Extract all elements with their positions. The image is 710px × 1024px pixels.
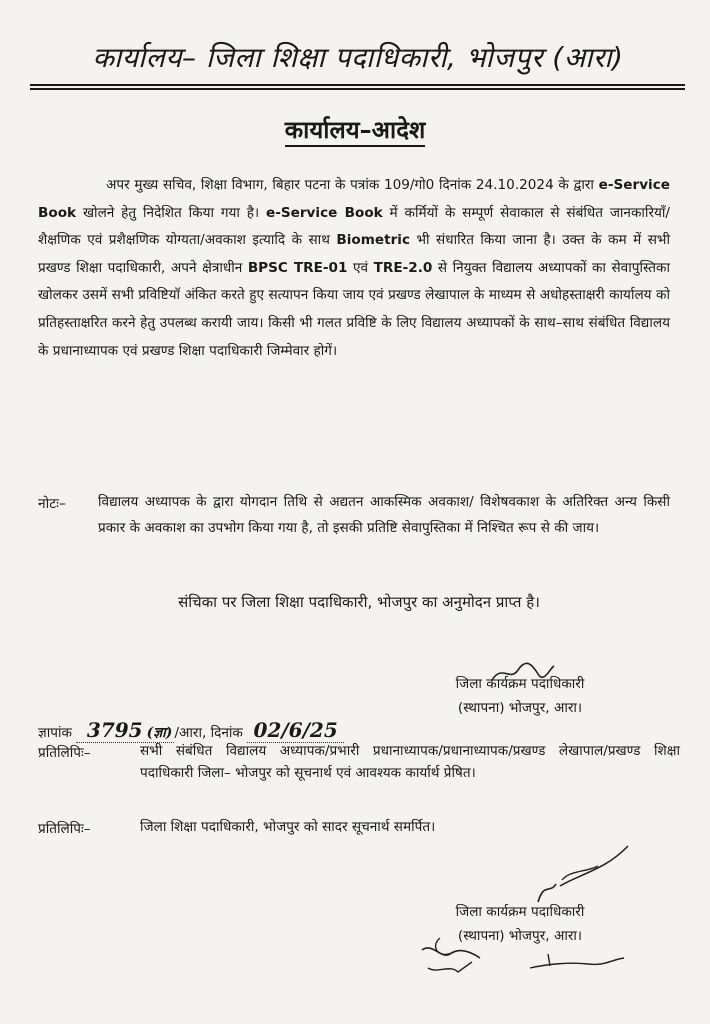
- body-text-3: में कर्मियों के सम्पूर्ण सेवाकाल से संबंधित जानकारियाँ/शैक्षणिक एवं प्रशैक्षणिक योग्यता/अवकाश इत्यादि के साथ: [38, 204, 670, 249]
- body-text-5: एवं: [347, 259, 374, 276]
- office-header-title: कार्यालय– जिला शिक्षा पदाधिकारी, भोजपुर (आरा): [92, 41, 624, 74]
- order-title-text: कार्यालय–आदेश: [285, 116, 426, 147]
- copy-2-label: प्रतिलिपिः–: [38, 821, 91, 837]
- body-text-6: से नियुक्त विद्यालय अध्यापकों का सेवापुस्तिका खोलकर उसमें सभी प्रविष्टियॉ अंकित करते हुए सत्यापन किया जाय एवं प्रखण्ड लेखापाल के माध्यम से अधोहस्ताक्षरी कार्यालय को प्रतिहस्ताक्षरित करने हेतु उपलब्ध करायी जाय। किसी भी गलत प्रविष्टि के लिए विद्यालय अध्यापकों के साथ–साथ संबंधित विद्यालय के प्रधानाध्यापक एवं प्रखण्ड शिक्षा पदाधिकारी जिम्मेवार होगें।: [38, 259, 670, 359]
- memo-middle-text: /आरा, दिनांक: [174, 725, 243, 741]
- signature-1-designation: जिला कार्यक्रम पदाधिकारी: [455, 676, 585, 692]
- body-bold-eservice-2: e-Service Book: [265, 204, 383, 221]
- body-bold-eservice-1: e-Service Book: [38, 177, 670, 221]
- body-bold-tre01: BPSC TRE-01: [247, 259, 348, 276]
- signature-1-scribble: [488, 660, 558, 686]
- memo-label: ज्ञापांक: [38, 725, 72, 741]
- signature-1-office: (स्थापना) भोजपुर, आरा।: [457, 700, 583, 716]
- copy-2-text: जिला शिक्षा पदाधिकारी, भोजपुर को सादर सूचनार्थ समर्पित।: [140, 819, 436, 835]
- body-text-1: अपर मुख्य सचिव, शिक्षा विभाग, बिहार पटना के पत्रांक 109/गो0 दिनांक 24.10.2024 के द्वारा: [106, 177, 599, 193]
- signature-2-designation: जिला कार्यक्रम पदाधिकारी: [455, 904, 585, 920]
- note-text: विद्यालय अध्यापक के द्वारा योगदान तिथि से अद्यतन आकस्मिक अवकाश/ विशेषवकाश के अतिरिक्त अन्य किसी प्रकार के अवकाश का उपभोग किया गया है, तो इसकी प्रतिष्टि सेवापुस्तिका में निश्चित रूप से की जाय।: [98, 494, 670, 536]
- body-bold-tre2: TRE-2.0: [373, 259, 433, 276]
- approval-line: संचिका पर जिला शिक्षा पदाधिकारी, भोजपुर का अनुमोदन प्राप्त है।: [178, 593, 540, 611]
- memo-date-handwritten: 02/6/25: [253, 718, 338, 742]
- header-rule-top: [30, 84, 685, 86]
- signature-2-office: (स्थापना) भोजपुर, आरा।: [457, 928, 583, 944]
- signature-2-handwritten-marks: [420, 842, 650, 1022]
- memo-number-handwritten: 3795: [86, 718, 143, 742]
- note-label: नोटः–: [38, 496, 66, 512]
- body-text-2: खोलने हेतु निदेशित किया गया है।: [76, 204, 266, 221]
- body-bold-biometric: Biometric: [336, 232, 411, 249]
- order-body-paragraph: [38, 172, 670, 365]
- copy-1-label: प्रतिलिपिः–: [38, 745, 91, 761]
- memo-number-suffix-handwritten: (ज्ञा): [146, 725, 173, 741]
- order-title: [0, 113, 710, 146]
- copy-1-text: सभी संबंधित विद्यालय अध्यापक/प्रभारी प्रधानाध्यापक/प्रधानाध्यापक/प्रखण्ड लेखापाल/प्रखण्ड शिक्षा पदाधिकारी जिला– भोजपुर को सूचनार्थ एवं आवश्यक कार्यार्थ प्रेषित।: [140, 743, 680, 781]
- header-rule-bottom: [30, 88, 685, 90]
- body-text-4: भी संधारित किया जाना है। उक्त के कम में सभी प्रखण्ड शिक्षा पदाधिकारी, अपने क्षेत्राधीन: [38, 232, 670, 276]
